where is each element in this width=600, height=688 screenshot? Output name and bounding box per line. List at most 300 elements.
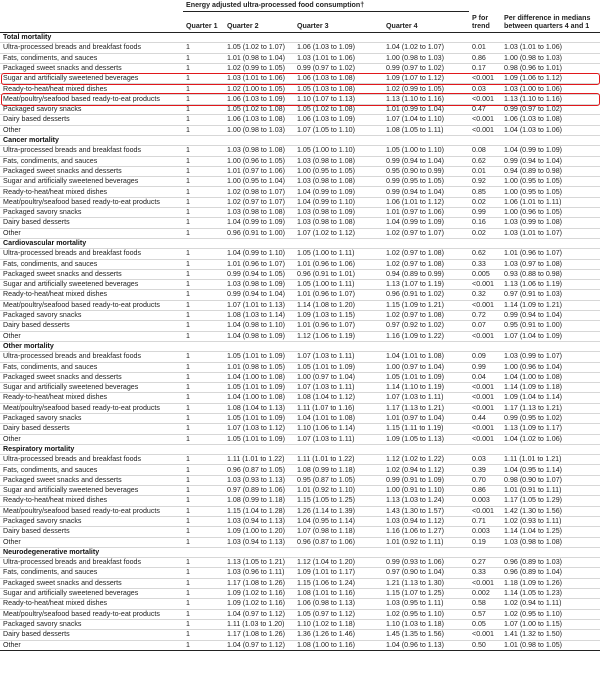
quarter-1-value: 1 [183, 558, 224, 568]
section-title: Respiratory mortality [0, 444, 600, 454]
quarter-2-value: 1.05 (1.01 to 1.09) [224, 434, 294, 444]
per-difference-value: 1.14 (1.04 to 1.25) [501, 527, 600, 537]
quarter-3-value: 1.11 (1.07 to 1.16) [294, 403, 383, 413]
quarter-4-value: 1.43 (1.30 to 1.57) [383, 506, 469, 516]
quarter-3-value: 1.06 (0.98 to 1.13) [294, 599, 383, 609]
quarter-4-value: 1.08 (1.05 to 1.11) [383, 125, 469, 135]
quarter-1-value: 1 [183, 84, 224, 94]
row-label: Meat/poultry/seafood based ready-to-eat products [0, 506, 183, 516]
quarter-4-value: 1.13 (1.07 to 1.19) [383, 280, 469, 290]
table-row [0, 506, 600, 516]
row-label: Dairy based desserts [0, 218, 183, 228]
row-label: Fats, condiments, and sauces [0, 362, 183, 372]
p-trend-value: 0.09 [469, 352, 501, 362]
section-header-row [0, 135, 600, 145]
quarter-1-value: 1 [183, 280, 224, 290]
quarter-1-value: 1 [183, 527, 224, 537]
quarter-3-value: 1.14 (1.08 to 1.20) [294, 300, 383, 310]
quarter-2-value: 0.96 (0.87 to 1.05) [224, 465, 294, 475]
quarter-3-value: 1.01 (0.96 to 1.07) [294, 321, 383, 331]
table-row [0, 362, 600, 372]
quarter-2-value: 1.03 (1.01 to 1.06) [224, 74, 294, 84]
header-col-quarter-2: Quarter 2 [224, 12, 294, 33]
row-label: Ultra-processed breads and breakfast foods [0, 558, 183, 568]
per-difference-value: 1.01 (0.91 to 1.11) [501, 486, 600, 496]
p-trend-value: 0.50 [469, 640, 501, 650]
quarter-4-value: 1.14 (1.10 to 1.19) [383, 383, 469, 393]
table-row [0, 619, 600, 629]
per-difference-value: 1.04 (1.03 to 1.06) [501, 125, 600, 135]
quarter-3-value: 1.05 (1.03 to 1.08) [294, 84, 383, 94]
per-difference-value: 1.00 (0.96 to 1.05) [501, 208, 600, 218]
quarter-3-value: 1.07 (1.03 to 1.11) [294, 352, 383, 362]
p-trend-value: 0.02 [469, 197, 501, 207]
quarter-1-value: 1 [183, 424, 224, 434]
header-col-per-difference: Per difference in medians between quarters 4 and 1 [501, 12, 600, 33]
per-difference-value: 0.96 (0.89 to 1.03) [501, 558, 600, 568]
quarter-1-value: 1 [183, 393, 224, 403]
quarter-4-value: 0.99 (0.93 to 1.06) [383, 558, 469, 568]
per-difference-value: 1.18 (1.09 to 1.26) [501, 578, 600, 588]
table-row [0, 434, 600, 444]
per-difference-value: 1.00 (0.96 to 1.04) [501, 362, 600, 372]
quarter-2-value: 1.13 (1.05 to 1.21) [224, 558, 294, 568]
quarter-2-value: 1.02 (0.97 to 1.07) [224, 197, 294, 207]
p-trend-value: 0.92 [469, 177, 501, 187]
header-col-p-trend: P for trend [469, 12, 501, 33]
quarter-1-value: 1 [183, 640, 224, 650]
row-label: Sugar and artificially sweetened beverages [0, 486, 183, 496]
row-label: Fats, condiments, and sauces [0, 259, 183, 269]
p-trend-value: 0.002 [469, 589, 501, 599]
quarter-3-value: 1.10 (1.06 to 1.14) [294, 424, 383, 434]
quarter-3-value: 1.12 (1.06 to 1.19) [294, 331, 383, 341]
p-trend-value: 0.86 [469, 53, 501, 63]
p-trend-value: 0.16 [469, 218, 501, 228]
quarter-3-value: 1.15 (1.05 to 1.25) [294, 496, 383, 506]
quarter-1-value: 1 [183, 578, 224, 588]
quarter-4-value: 1.02 (0.97 to 1.08) [383, 259, 469, 269]
table-row [0, 537, 600, 547]
per-difference-value: 0.94 (0.89 to 0.98) [501, 166, 600, 176]
p-trend-value: 0.85 [469, 187, 501, 197]
section-title: Other mortality [0, 341, 600, 351]
table-row [0, 331, 600, 341]
per-difference-value: 0.96 (0.89 to 1.04) [501, 568, 600, 578]
quarter-3-value: 1.00 (0.97 to 1.04) [294, 372, 383, 382]
section-header-row [0, 238, 600, 248]
p-trend-value: <0.001 [469, 630, 501, 640]
quarter-1-value: 1 [183, 455, 224, 465]
p-trend-value: 0.19 [469, 537, 501, 547]
p-trend-value: 0.07 [469, 321, 501, 331]
quarter-1-value: 1 [183, 352, 224, 362]
p-trend-value: 0.62 [469, 249, 501, 259]
per-difference-value: 1.13 (1.10 to 1.16) [501, 94, 600, 104]
quarter-2-value: 0.96 (0.91 to 1.00) [224, 228, 294, 238]
quarter-4-value: 1.07 (1.03 to 1.11) [383, 393, 469, 403]
per-difference-value: 1.03 (0.99 to 1.07) [501, 352, 600, 362]
quarter-4-value: 1.15 (1.11 to 1.19) [383, 424, 469, 434]
quarter-2-value: 1.06 (1.03 to 1.08) [224, 115, 294, 125]
table-row [0, 413, 600, 423]
row-label: Ultra-processed breads and breakfast foods [0, 455, 183, 465]
header-col-label [0, 12, 183, 33]
row-label: Ready-to-heat/heat mixed dishes [0, 187, 183, 197]
quarter-1-value: 1 [183, 166, 224, 176]
p-trend-value: 0.47 [469, 105, 501, 115]
per-difference-value: 1.03 (0.97 to 1.08) [501, 259, 600, 269]
table-row [0, 249, 600, 259]
quarter-2-value: 1.04 (0.99 to 1.09) [224, 218, 294, 228]
table-row [0, 475, 600, 485]
quarter-4-value: 0.99 (0.91 to 1.09) [383, 475, 469, 485]
row-label: Sugar and artificially sweetened beverages [0, 177, 183, 187]
p-trend-value: <0.001 [469, 424, 501, 434]
row-label: Packaged savory snacks [0, 619, 183, 629]
quarter-4-value: 1.01 (0.92 to 1.11) [383, 537, 469, 547]
table-row [0, 146, 600, 156]
p-trend-value: 0.04 [469, 372, 501, 382]
quarter-2-value: 1.05 (1.02 to 1.07) [224, 43, 294, 53]
quarter-3-value: 1.11 (1.01 to 1.22) [294, 455, 383, 465]
p-trend-value: <0.001 [469, 403, 501, 413]
quarter-2-value: 1.05 (1.01 to 1.09) [224, 383, 294, 393]
p-trend-value: 0.32 [469, 290, 501, 300]
quarter-3-value: 1.01 (0.96 to 1.06) [294, 259, 383, 269]
quarter-3-value: 1.03 (0.98 to 1.09) [294, 208, 383, 218]
p-trend-value: 0.44 [469, 413, 501, 423]
quarter-4-value: 1.05 (1.00 to 1.10) [383, 146, 469, 156]
quarter-3-value: 1.03 (0.98 to 1.08) [294, 218, 383, 228]
table-row [0, 269, 600, 279]
quarter-1-value: 1 [183, 589, 224, 599]
per-difference-value: 1.03 (1.00 to 1.06) [501, 84, 600, 94]
quarter-3-value: 1.03 (0.98 to 1.08) [294, 177, 383, 187]
quarter-2-value: 1.08 (1.04 to 1.13) [224, 403, 294, 413]
p-trend-value: 0.01 [469, 166, 501, 176]
table-row [0, 63, 600, 73]
row-label: Ready-to-heat/heat mixed dishes [0, 496, 183, 506]
table-row [0, 383, 600, 393]
quarter-4-value: 1.10 (1.03 to 1.18) [383, 619, 469, 629]
section-title: Cancer mortality [0, 135, 600, 145]
row-label: Meat/poultry/seafood based ready-to-eat products [0, 94, 183, 104]
table-row [0, 486, 600, 496]
quarter-3-value: 1.06 (1.03 to 1.09) [294, 43, 383, 53]
table-row [0, 208, 600, 218]
quarter-2-value: 0.99 (0.94 to 1.04) [224, 290, 294, 300]
per-difference-value: 1.01 (0.96 to 1.07) [501, 249, 600, 259]
quarter-2-value: 1.03 (0.98 to 1.08) [224, 146, 294, 156]
quarter-3-value: 1.04 (0.99 to 1.09) [294, 187, 383, 197]
quarter-3-value: 1.26 (1.14 to 1.39) [294, 506, 383, 516]
quarter-2-value: 1.01 (0.96 to 1.07) [224, 259, 294, 269]
quarter-4-value: 1.03 (0.94 to 1.12) [383, 516, 469, 526]
table-row [0, 527, 600, 537]
quarter-1-value: 1 [183, 496, 224, 506]
quarter-3-value: 1.04 (0.99 to 1.10) [294, 197, 383, 207]
p-trend-value: 0.70 [469, 475, 501, 485]
quarter-3-value: 1.36 (1.26 to 1.46) [294, 630, 383, 640]
header-col-quarter-3: Quarter 3 [294, 12, 383, 33]
p-trend-value: <0.001 [469, 125, 501, 135]
row-label: Other [0, 331, 183, 341]
table-row [0, 609, 600, 619]
header-col-quarter-1: Quarter 1 [183, 12, 224, 33]
row-label: Packaged savory snacks [0, 413, 183, 423]
quarter-1-value: 1 [183, 197, 224, 207]
per-difference-value: 1.02 (0.95 to 1.10) [501, 609, 600, 619]
quarter-3-value: 1.05 (1.01 to 1.09) [294, 362, 383, 372]
per-difference-value: 1.02 (0.93 to 1.11) [501, 516, 600, 526]
quarter-2-value: 0.97 (0.89 to 1.06) [224, 486, 294, 496]
quarter-4-value: 1.45 (1.35 to 1.56) [383, 630, 469, 640]
per-difference-value: 0.95 (0.91 to 1.00) [501, 321, 600, 331]
row-label: Meat/poultry/seafood based ready-to-eat products [0, 403, 183, 413]
quarter-4-value: 1.12 (1.02 to 1.22) [383, 455, 469, 465]
quarter-1-value: 1 [183, 156, 224, 166]
quarter-1-value: 1 [183, 465, 224, 475]
quarter-2-value: 1.17 (1.08 to 1.26) [224, 630, 294, 640]
quarter-1-value: 1 [183, 321, 224, 331]
p-trend-value: 0.39 [469, 465, 501, 475]
table-row [0, 94, 600, 104]
quarter-4-value: 1.02 (0.97 to 1.07) [383, 228, 469, 238]
per-difference-value: 0.99 (0.94 to 1.04) [501, 156, 600, 166]
quarter-4-value: 0.94 (0.89 to 0.99) [383, 269, 469, 279]
section-header-row [0, 33, 600, 43]
quarter-1-value: 1 [183, 74, 224, 84]
section-header-row [0, 341, 600, 351]
quarter-3-value: 0.99 (0.97 to 1.02) [294, 63, 383, 73]
p-trend-value: 0.03 [469, 455, 501, 465]
quarter-3-value: 0.95 (0.87 to 1.05) [294, 475, 383, 485]
quarter-4-value: 1.01 (0.97 to 1.04) [383, 413, 469, 423]
row-label: Packaged savory snacks [0, 516, 183, 526]
quarter-1-value: 1 [183, 609, 224, 619]
row-label: Other [0, 228, 183, 238]
per-difference-value: 0.99 (0.95 to 1.02) [501, 413, 600, 423]
quarter-1-value: 1 [183, 568, 224, 578]
quarter-2-value: 1.03 (0.94 to 1.13) [224, 537, 294, 547]
quarter-3-value: 0.96 (0.91 to 1.01) [294, 269, 383, 279]
quarter-3-value: 1.00 (0.95 to 1.05) [294, 166, 383, 176]
quarter-1-value: 1 [183, 486, 224, 496]
per-difference-value: 1.04 (1.02 to 1.06) [501, 434, 600, 444]
table-row [0, 125, 600, 135]
quarter-1-value: 1 [183, 177, 224, 187]
p-trend-value: <0.001 [469, 506, 501, 516]
p-trend-value: 0.72 [469, 311, 501, 321]
p-trend-value: <0.001 [469, 578, 501, 588]
quarter-2-value: 1.04 (0.97 to 1.12) [224, 640, 294, 650]
quarter-2-value: 1.01 (0.98 to 1.04) [224, 53, 294, 63]
quarter-2-value: 1.08 (0.99 to 1.18) [224, 496, 294, 506]
quarter-2-value: 1.07 (1.01 to 1.13) [224, 300, 294, 310]
quarter-2-value: 1.02 (1.00 to 1.05) [224, 84, 294, 94]
row-label: Meat/poultry/seafood based ready-to-eat products [0, 609, 183, 619]
table-row [0, 455, 600, 465]
per-difference-value: 1.00 (0.95 to 1.05) [501, 177, 600, 187]
row-label: Ultra-processed breads and breakfast foods [0, 352, 183, 362]
quarter-1-value: 1 [183, 362, 224, 372]
quarter-1-value: 1 [183, 63, 224, 73]
quarter-2-value: 1.05 (1.01 to 1.09) [224, 352, 294, 362]
quarter-3-value: 1.05 (0.97 to 1.12) [294, 609, 383, 619]
quarter-1-value: 1 [183, 506, 224, 516]
quarter-1-value: 1 [183, 94, 224, 104]
table-row [0, 630, 600, 640]
quarter-3-value: 1.09 (1.03 to 1.15) [294, 311, 383, 321]
quarter-4-value: 1.07 (1.04 to 1.10) [383, 115, 469, 125]
quarter-3-value: 1.07 (0.98 to 1.18) [294, 527, 383, 537]
quarter-1-value: 1 [183, 619, 224, 629]
quarter-2-value: 1.00 (0.96 to 1.05) [224, 156, 294, 166]
per-difference-value: 1.42 (1.30 to 1.56) [501, 506, 600, 516]
per-difference-value: 1.07 (1.04 to 1.09) [501, 331, 600, 341]
quarter-4-value: 1.13 (1.10 to 1.16) [383, 94, 469, 104]
table-row [0, 290, 600, 300]
quarter-3-value: 0.96 (0.87 to 1.06) [294, 537, 383, 547]
quarter-2-value: 1.09 (1.00 to 1.20) [224, 527, 294, 537]
p-trend-value: 0.27 [469, 558, 501, 568]
p-trend-value: 0.003 [469, 496, 501, 506]
per-difference-value: 0.97 (0.91 to 1.03) [501, 290, 600, 300]
quarter-1-value: 1 [183, 125, 224, 135]
quarter-2-value: 1.09 (1.02 to 1.16) [224, 589, 294, 599]
row-label: Meat/poultry/seafood based ready-to-eat products [0, 300, 183, 310]
quarter-1-value: 1 [183, 187, 224, 197]
quarter-3-value: 1.03 (0.98 to 1.08) [294, 156, 383, 166]
quarter-2-value: 1.01 (0.97 to 1.06) [224, 166, 294, 176]
row-label: Ready-to-heat/heat mixed dishes [0, 84, 183, 94]
quarter-3-value: 1.03 (1.01 to 1.06) [294, 53, 383, 63]
table-row [0, 599, 600, 609]
row-label: Dairy based desserts [0, 527, 183, 537]
quarter-4-value: 1.04 (1.02 to 1.07) [383, 43, 469, 53]
table-row [0, 568, 600, 578]
quarter-2-value: 1.03 (0.98 to 1.08) [224, 208, 294, 218]
quarter-4-value: 1.13 (1.03 to 1.24) [383, 496, 469, 506]
quarter-4-value: 1.00 (0.91 to 1.10) [383, 486, 469, 496]
p-trend-value: <0.001 [469, 300, 501, 310]
quarter-2-value: 1.09 (1.02 to 1.16) [224, 599, 294, 609]
p-trend-value: 0.86 [469, 486, 501, 496]
header-empty [501, 0, 600, 12]
table-row [0, 115, 600, 125]
per-difference-value: 1.03 (1.01 to 1.06) [501, 43, 600, 53]
quarter-4-value: 1.04 (1.01 to 1.08) [383, 352, 469, 362]
quarter-3-value: 1.08 (1.01 to 1.16) [294, 589, 383, 599]
row-label: Ultra-processed breads and breakfast foods [0, 43, 183, 53]
p-trend-value: <0.001 [469, 115, 501, 125]
quarter-1-value: 1 [183, 249, 224, 259]
quarter-2-value: 1.00 (0.95 to 1.04) [224, 177, 294, 187]
quarter-2-value: 1.06 (1.03 to 1.09) [224, 94, 294, 104]
per-difference-value: 0.98 (0.96 to 1.01) [501, 63, 600, 73]
per-difference-value: 1.11 (1.01 to 1.21) [501, 455, 600, 465]
p-trend-value: 0.99 [469, 208, 501, 218]
quarter-4-value: 0.99 (0.94 to 1.04) [383, 156, 469, 166]
per-difference-value: 1.02 (0.94 to 1.11) [501, 599, 600, 609]
quarter-1-value: 1 [183, 115, 224, 125]
row-label: Packaged sweet snacks and desserts [0, 269, 183, 279]
quarter-3-value: 1.09 (1.01 to 1.17) [294, 568, 383, 578]
per-difference-value: 1.17 (1.05 to 1.29) [501, 496, 600, 506]
quarter-3-value: 1.07 (1.03 to 1.11) [294, 383, 383, 393]
row-label: Ready-to-heat/heat mixed dishes [0, 290, 183, 300]
table-row [0, 589, 600, 599]
table-row [0, 393, 600, 403]
per-difference-value: 0.98 (0.90 to 1.07) [501, 475, 600, 485]
header-empty [469, 0, 501, 12]
table-row [0, 352, 600, 362]
quarter-4-value: 1.05 (1.01 to 1.09) [383, 372, 469, 382]
p-trend-value: 0.005 [469, 269, 501, 279]
p-trend-value: 0.08 [469, 146, 501, 156]
quarter-4-value: 0.99 (0.95 to 1.05) [383, 177, 469, 187]
quarter-3-value: 1.10 (1.07 to 1.13) [294, 94, 383, 104]
quarter-4-value: 1.01 (0.97 to 1.06) [383, 208, 469, 218]
per-difference-value: 1.09 (1.04 to 1.14) [501, 393, 600, 403]
table-row [0, 311, 600, 321]
per-difference-value: 1.04 (0.95 to 1.14) [501, 465, 600, 475]
p-trend-value: <0.001 [469, 331, 501, 341]
per-difference-value: 1.14 (1.09 to 1.21) [501, 300, 600, 310]
p-trend-value: <0.001 [469, 393, 501, 403]
per-difference-value: 1.00 (0.95 to 1.05) [501, 187, 600, 197]
p-trend-value: <0.001 [469, 434, 501, 444]
quarter-4-value: 0.96 (0.91 to 1.02) [383, 290, 469, 300]
quarter-3-value: 1.05 (1.00 to 1.10) [294, 146, 383, 156]
quarter-1-value: 1 [183, 208, 224, 218]
p-trend-value: 0.62 [469, 156, 501, 166]
row-label: Packaged sweet snacks and desserts [0, 578, 183, 588]
quarter-1-value: 1 [183, 218, 224, 228]
quarter-4-value: 1.15 (1.07 to 1.25) [383, 589, 469, 599]
quarter-3-value: 1.05 (1.00 to 1.11) [294, 280, 383, 290]
table-body [0, 33, 600, 651]
row-label: Packaged savory snacks [0, 208, 183, 218]
per-difference-value: 1.41 (1.32 to 1.50) [501, 630, 600, 640]
row-label: Sugar and artificially sweetened beverages [0, 589, 183, 599]
per-difference-value: 0.93 (0.88 to 0.98) [501, 269, 600, 279]
quarter-4-value: 1.17 (1.13 to 1.21) [383, 403, 469, 413]
quarter-3-value: 1.04 (1.01 to 1.08) [294, 413, 383, 423]
quarter-3-value: 1.04 (0.95 to 1.14) [294, 516, 383, 526]
quarter-2-value: 1.17 (1.08 to 1.26) [224, 578, 294, 588]
quarter-2-value: 1.11 (1.01 to 1.22) [224, 455, 294, 465]
per-difference-value: 1.03 (1.01 to 1.07) [501, 228, 600, 238]
quarter-1-value: 1 [183, 630, 224, 640]
quarter-4-value: 1.15 (1.09 to 1.21) [383, 300, 469, 310]
row-label: Ultra-processed breads and breakfast foods [0, 249, 183, 259]
table-row [0, 280, 600, 290]
p-trend-value: <0.001 [469, 74, 501, 84]
header-empty [0, 0, 183, 12]
per-difference-value: 1.04 (0.99 to 1.09) [501, 146, 600, 156]
quarter-1-value: 1 [183, 228, 224, 238]
quarter-4-value: 1.00 (0.97 to 1.04) [383, 362, 469, 372]
p-trend-value: 0.33 [469, 568, 501, 578]
table-row [0, 424, 600, 434]
quarter-1-value: 1 [183, 146, 224, 156]
quarter-2-value: 1.04 (0.97 to 1.12) [224, 609, 294, 619]
quarter-4-value: 1.02 (0.97 to 1.08) [383, 311, 469, 321]
quarter-1-value: 1 [183, 403, 224, 413]
row-label: Fats, condiments, and sauces [0, 568, 183, 578]
